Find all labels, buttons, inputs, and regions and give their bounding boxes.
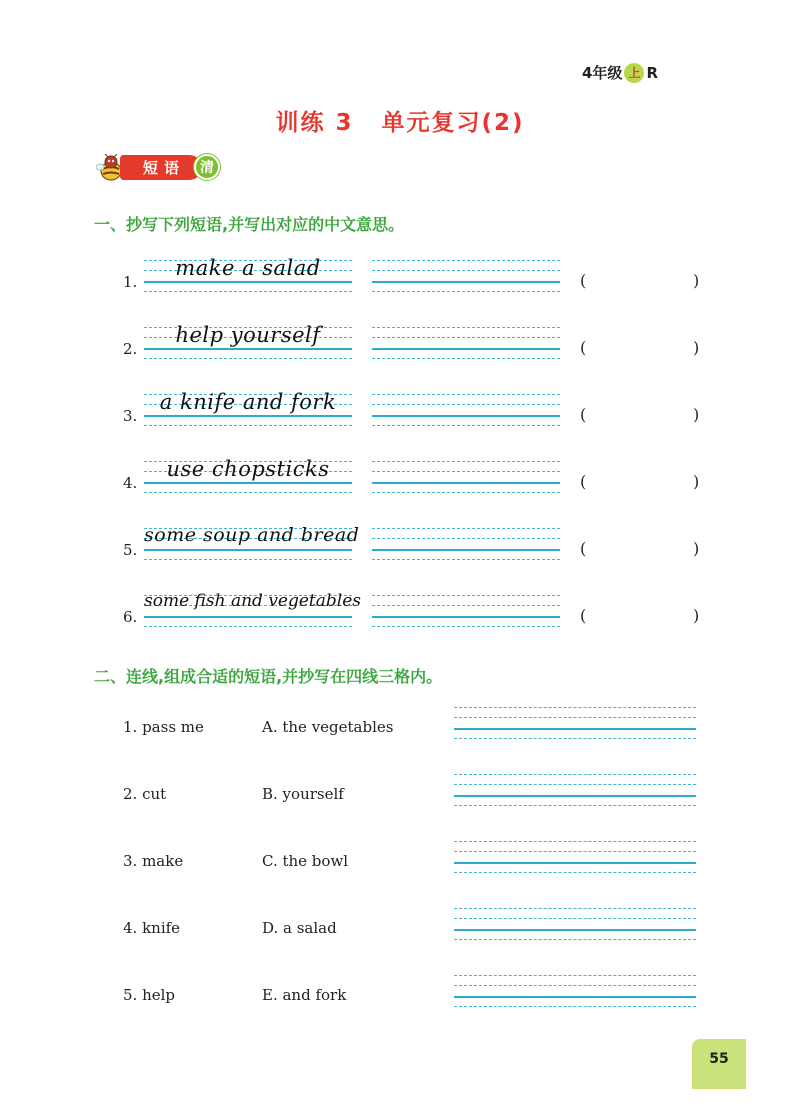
match-right-item[interactable]: C. the bowl bbox=[262, 852, 349, 870]
answer-paren-open: ( bbox=[580, 405, 587, 424]
match-right-item[interactable]: A. the vegetables bbox=[262, 718, 394, 736]
title-lesson: 训练 bbox=[275, 110, 326, 136]
match-row bbox=[0, 908, 800, 940]
match-row bbox=[0, 707, 800, 739]
phrase-writing-grid bbox=[144, 591, 362, 627]
match-left-item[interactable]: 3. make bbox=[123, 852, 184, 870]
copy-row bbox=[0, 457, 800, 493]
answer-paren-open: ( bbox=[580, 338, 587, 357]
answer-paren-open: ( bbox=[580, 606, 587, 625]
grade-label bbox=[582, 62, 658, 83]
copy-writing-grid[interactable] bbox=[454, 774, 696, 806]
copy-writing-grid[interactable] bbox=[372, 528, 560, 560]
copy-writing-grid[interactable] bbox=[454, 841, 696, 873]
section1-title: 一、抄写下列短语,并写出对应的中文意思。 bbox=[94, 215, 405, 234]
banner-badge: 清 bbox=[194, 154, 220, 180]
copy-writing-grid[interactable] bbox=[454, 908, 696, 940]
phrase-banner bbox=[94, 150, 224, 184]
page-title bbox=[0, 104, 800, 137]
answer-paren-close: ) bbox=[693, 539, 700, 558]
match-left-item[interactable]: 5. help bbox=[123, 986, 176, 1004]
answer-paren-open: ( bbox=[580, 539, 587, 558]
copy-writing-grid[interactable] bbox=[372, 461, 560, 493]
answer-paren-close: ) bbox=[693, 405, 700, 424]
phrase-writing-grid bbox=[144, 390, 352, 426]
handwritten-phrase: use chopsticks bbox=[166, 457, 330, 481]
title-number: 3 bbox=[335, 110, 354, 136]
grade-suffix: R bbox=[646, 63, 658, 82]
copy-writing-grid[interactable] bbox=[372, 327, 560, 359]
answer-paren-close: ) bbox=[693, 271, 700, 290]
section2-title: 二、连线,组成合适的短语,并抄写在四线三格内。 bbox=[94, 667, 443, 686]
answer-paren-close: ) bbox=[693, 472, 700, 491]
match-right-item[interactable]: E. and fork bbox=[262, 986, 347, 1004]
match-left-item[interactable]: 1. pass me bbox=[123, 718, 204, 736]
handwritten-phrase: make a salad bbox=[175, 256, 321, 280]
handwritten-phrase: a knife and fork bbox=[159, 390, 337, 414]
item-number: 5. bbox=[123, 541, 138, 559]
answer-paren-open: ( bbox=[580, 271, 587, 290]
grade-badge: 上 bbox=[624, 63, 644, 83]
handwritten-phrase: help yourself bbox=[175, 323, 321, 347]
grade-prefix: 4年级 bbox=[582, 64, 623, 82]
phrase-writing-grid bbox=[144, 323, 352, 359]
copy-writing-grid[interactable] bbox=[372, 394, 560, 426]
item-number: 2. bbox=[123, 340, 138, 358]
copy-writing-grid[interactable] bbox=[454, 975, 696, 1007]
copy-writing-grid[interactable] bbox=[372, 595, 560, 627]
phrase-writing-grid bbox=[144, 457, 352, 493]
match-row bbox=[0, 774, 800, 806]
copy-row bbox=[0, 390, 800, 426]
copy-row bbox=[0, 323, 800, 359]
copy-row bbox=[0, 256, 800, 292]
handwritten-phrase: some fish and vegetables bbox=[144, 591, 362, 611]
answer-paren-close: ) bbox=[693, 338, 700, 357]
copy-row bbox=[0, 591, 800, 627]
item-number: 1. bbox=[123, 273, 138, 291]
item-number: 4. bbox=[123, 474, 138, 492]
copy-writing-grid[interactable] bbox=[372, 260, 560, 292]
match-right-item[interactable]: B. yourself bbox=[262, 785, 344, 803]
copy-writing-grid[interactable] bbox=[454, 707, 696, 739]
match-row bbox=[0, 841, 800, 873]
phrase-writing-grid bbox=[144, 524, 360, 560]
item-number: 6. bbox=[123, 608, 138, 626]
page-number: 55 bbox=[692, 1039, 746, 1089]
match-row bbox=[0, 975, 800, 1007]
match-left-item[interactable]: 2. cut bbox=[123, 785, 167, 803]
match-right-item[interactable]: D. a salad bbox=[262, 919, 337, 937]
handwritten-phrase: some soup and bread bbox=[144, 524, 360, 546]
title-topic: 单元复习(2) bbox=[381, 110, 525, 136]
phrase-writing-grid bbox=[144, 256, 352, 292]
answer-paren-close: ) bbox=[693, 606, 700, 625]
copy-row bbox=[0, 524, 800, 560]
match-left-item[interactable]: 4. knife bbox=[123, 919, 181, 937]
answer-paren-open: ( bbox=[580, 472, 587, 491]
banner-label: 短语 bbox=[120, 155, 202, 180]
item-number: 3. bbox=[123, 407, 138, 425]
